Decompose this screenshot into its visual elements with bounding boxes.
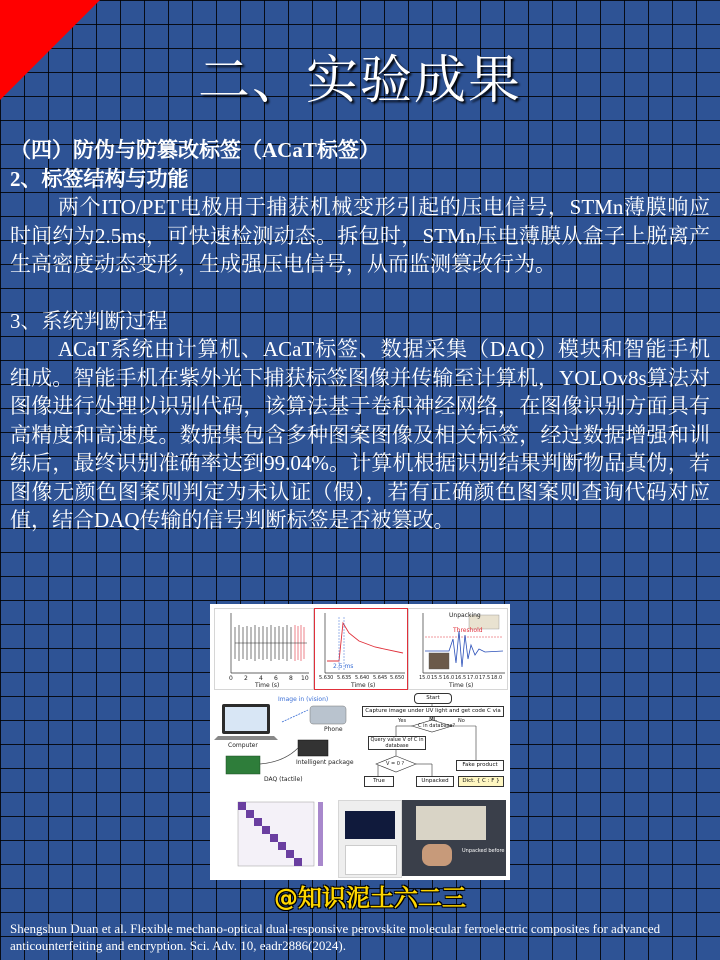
watermark: @知识泥土六二三	[274, 884, 466, 912]
panel-b-xlabel: Time (s)	[351, 682, 376, 689]
slide-body	[10, 136, 710, 535]
panel-a-xlabel: Time (s)	[255, 682, 280, 689]
panel-c-tick-2: 16.0	[443, 675, 455, 681]
app-screen-preview	[345, 811, 395, 839]
flow-unpacked: Unpacked	[416, 776, 454, 787]
flow-v-check: V = 0 ?	[386, 761, 405, 767]
citation: Shengshun Duan et al. Flexible mechano-optical dual-responsive perovskite molecular ferroelectric composites for advanced anticounterfeiting and encryption. Sci. Adv. 10, eadr2886(2024).	[10, 921, 661, 953]
photo-screen	[416, 806, 486, 840]
paragraph-gap	[10, 279, 710, 307]
panel-c-tick-5: 17.5	[479, 675, 491, 681]
section-heading: （四）防伪与防篡改标签（ACaT标签）	[10, 138, 380, 162]
structure-heading: 2、标签结构与功能	[10, 166, 189, 191]
flow-in-db: C in database?	[418, 723, 456, 729]
flow-query: Query value V of C in database	[368, 736, 426, 750]
slide-title: 二、实验成果	[197, 51, 522, 111]
flow-start: Start	[414, 693, 452, 704]
confusion-matrix-grid	[214, 798, 334, 878]
system-diagram	[214, 692, 354, 792]
flowchart	[358, 692, 506, 792]
panel-b-annotation: 2.5 ms	[333, 663, 354, 670]
app-screen	[338, 800, 402, 878]
panel-a-tick-3: 6	[274, 675, 278, 682]
system-image-label: Image in (vision)	[278, 696, 329, 703]
unpacking-photo	[402, 800, 506, 876]
panel-a-tick-0: 0	[229, 675, 233, 682]
panel-a-tick-4: 8	[289, 675, 293, 682]
flow-fake: Fake product	[456, 760, 504, 771]
photo-label: Unpacked before	[462, 848, 505, 854]
system-package-label: Intelligent package	[296, 759, 354, 766]
panel-a-voltage-plot	[214, 608, 314, 690]
panel-a-tick-2: 4	[259, 675, 263, 682]
panel-c-tick-4: 17.0	[467, 675, 479, 681]
panel-c-tick-0: 15.0	[419, 675, 431, 681]
panel-b-tick-1: 5.635	[337, 675, 352, 681]
panel-a-tick-1: 2	[244, 675, 248, 682]
process-paragraph: ACaT系统由计算机、ACaT标签、数据采集（DAQ）模块和智能手机组成。智能手机在紫外光下捕获标签图像并传输至计算机，YOLOv8s算法对图像进行处理以识别代码，该算法基于卷积神经网络，在图像识别方面具有高精度和高速度。数据集包含多种图案图像及相关标签，经过数据增强和训练后，最终识别准确率达到99.04%。计算机根据识别结果判断物品真伪，若图像无颜色图案则判定为未认证（假），若有正确颜色图案则查询代码对应值，结合DAQ传输的信号判断标签是否被篡改。	[10, 337, 710, 532]
app-screen-table	[345, 845, 397, 875]
flow-yes-label: Yes	[398, 718, 407, 724]
flow-no-label: No	[458, 718, 465, 724]
flow-dict: Dict. { C : F }	[458, 776, 504, 787]
panel-c-legend-unpacking: Unpacking	[449, 612, 481, 619]
process-heading: 3、系统判断过程	[10, 308, 168, 333]
panel-b-tick-3: 5.645	[373, 675, 388, 681]
panel-c-unpacking-plot	[408, 608, 508, 690]
system-phone-label: Phone	[324, 726, 343, 733]
panel-b-tick-0: 5.630	[319, 675, 334, 681]
flow-capture: Capture image under UV light and get code C via ML	[362, 706, 504, 717]
system-computer-label: Computer	[228, 742, 258, 749]
panel-c-tick-3: 16.5	[455, 675, 467, 681]
panel-b-zoom-plot	[314, 608, 408, 690]
photo-hand	[422, 844, 452, 866]
structure-paragraph: 两个ITO/PET电极用于捕获机械变形引起的压电信号，STMn薄膜响应时间约为2.5ms，可快速检测动态。拆包时，STMn压电薄膜从盒子上脱离产生高密度动态变形，生成强压电信号，从而监测篡改行为。	[10, 195, 710, 276]
panel-b-tick-4: 5.650	[390, 675, 405, 681]
research-figure	[210, 604, 510, 880]
system-daq-label: DAQ (tactile)	[264, 776, 303, 783]
panel-c-xlabel: Time (s)	[449, 682, 474, 689]
panel-c-legend-threshold: Threshold	[453, 627, 483, 634]
panel-a-tick-5: 10	[301, 675, 309, 682]
confusion-matrix	[214, 798, 334, 878]
panel-c-tick-1: 15.5	[431, 675, 443, 681]
panel-c-tick-6: 18.0	[491, 675, 503, 681]
panel-b-tick-2: 5.640	[355, 675, 370, 681]
flow-true: True	[364, 776, 394, 787]
